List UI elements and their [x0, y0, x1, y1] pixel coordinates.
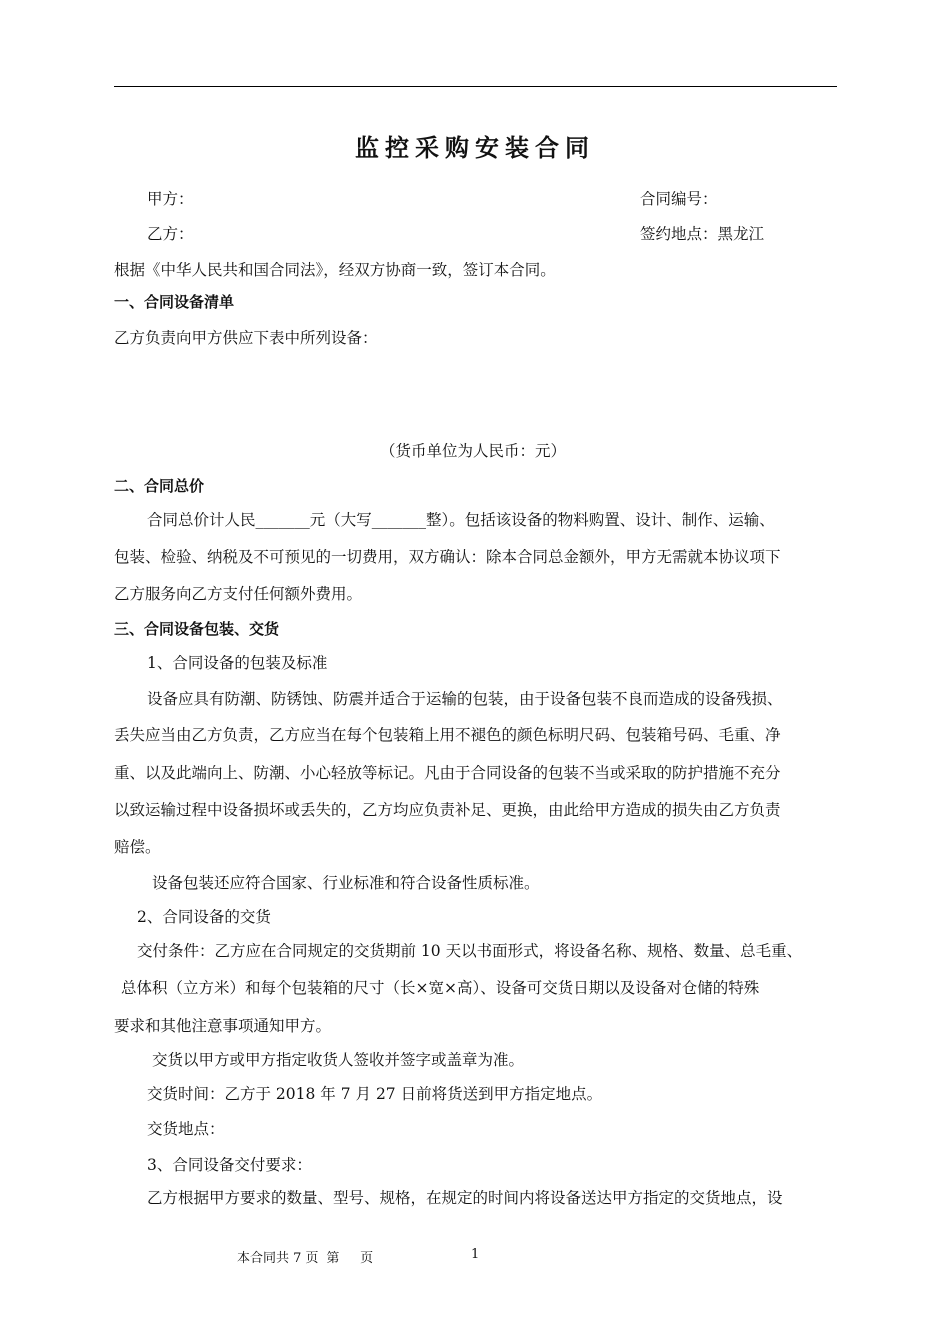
header-rule — [114, 86, 837, 87]
subsection-1-line: 以致运输过程中设备损坏或丢失的，乙方均应负责补足、更换，由此给甲方造成的损失由乙方负责 — [114, 801, 781, 819]
footer-page-unit: 页 — [360, 1251, 374, 1266]
subsection-1-line: 丢失应当由乙方负责，乙方应当在每个包装箱上用不褪色的颜色标明尺码、包装箱号码、毛重、净 — [114, 726, 781, 744]
subsection-2-title: 2、合同设备的交货 — [137, 908, 271, 926]
subsection-1-line: 设备应具有防潮、防锈蚀、防震并适合于运输的包装，由于设备包装不良而造成的设备残损、 — [147, 690, 783, 708]
subsection-2-line: 总体积（立方米）和每个包装箱的尺寸（长×宽×高）、设备可交货日期以及设备对仓储的特殊 — [121, 979, 760, 997]
party-a-label: 甲方： — [147, 190, 194, 208]
subsection-2-line: 交付条件：乙方应在合同规定的交货期前 10 天以书面形式，将设备名称、规格、数量、总毛重、 — [137, 942, 803, 960]
delivery-time: 交货时间：乙方于 2018 年 7 月 27 日前将货送到甲方指定地点。 — [147, 1085, 603, 1103]
contract-number-label: 合同编号： — [640, 190, 718, 208]
section-1-text: 乙方负责向甲方供应下表中所列设备： — [114, 329, 378, 347]
section-3-heading: 三、合同设备包装、交货 — [114, 620, 280, 638]
footer-total-pages: 本合同共 7 页 — [237, 1251, 319, 1266]
subsection-1-line: 重、以及此端向上、防潮、小心轻放等标记。凡由于合同设备的包装不当或采取的防护措施不充分 — [114, 764, 781, 782]
page-number: 1 — [471, 1247, 480, 1262]
delivery-place: 交货地点： — [147, 1120, 225, 1138]
packaging-standard-note: 设备包装还应符合国家、行业标准和符合设备性质标准。 — [152, 874, 540, 892]
party-b-label: 乙方： — [147, 225, 194, 243]
signing-place: 签约地点：黑龙江 — [640, 225, 765, 243]
section-1-heading: 一、合同设备清单 — [114, 293, 235, 311]
subsection-3-title: 3、合同设备交付要求： — [147, 1156, 312, 1174]
document-title: 监控采购安装合同 — [355, 134, 595, 162]
section-2-line: 包装、检验、纳税及不可预见的一切费用，双方确认：除本合同总金额外，甲方无需就本协议项下 — [114, 548, 781, 566]
subsection-2-line: 要求和其他注意事项通知甲方。 — [114, 1017, 332, 1035]
page-footer — [237, 1247, 373, 1266]
section-2-line: 乙方服务向乙方支付任何额外费用。 — [114, 585, 363, 603]
subsection-1-title: 1、合同设备的包装及标准 — [147, 654, 328, 672]
delivery-receipt-note: 交货以甲方或甲方指定收货人签收并签字或盖章为准。 — [152, 1051, 525, 1069]
intro-paragraph: 根据《中华人民共和国合同法》，经双方协商一致，签订本合同。 — [114, 261, 556, 279]
subsection-1-line: 赔偿。 — [114, 838, 161, 856]
section-2-line: 合同总价计人民_______元（大写_______整）。包括该设备的物料购置、设计、制作、运输、 — [147, 511, 775, 529]
footer-page-label: 第 — [326, 1251, 340, 1266]
section-2-heading: 二、合同总价 — [114, 477, 205, 495]
subsection-3-line: 乙方根据甲方要求的数量、型号、规格，在规定的时间内将设备送达甲方指定的交货地点，设 — [147, 1189, 783, 1207]
currency-note: （货币单位为人民币：元） — [380, 442, 567, 460]
